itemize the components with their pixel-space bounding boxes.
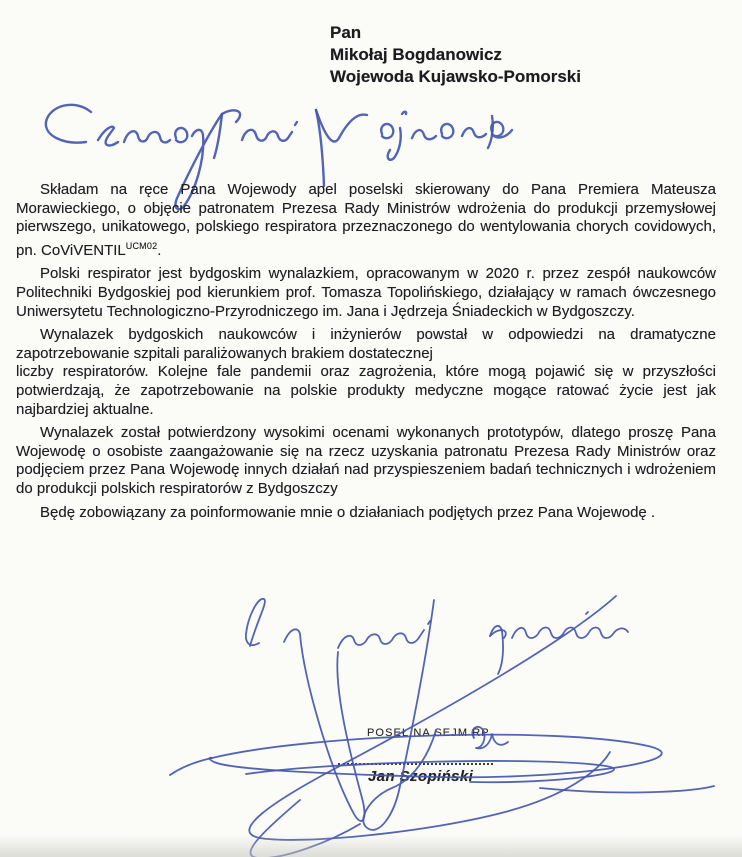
greeting-stroke — [316, 110, 324, 186]
greeting-stroke — [295, 122, 297, 125]
paragraph-1-period: . — [157, 241, 162, 259]
paragraph-1 — [16, 181, 716, 260]
signature-title: POSEŁ NA SEJM RP — [367, 727, 490, 739]
closing-stroke — [586, 612, 588, 614]
closing-stroke — [284, 629, 364, 821]
greeting-stroke — [412, 130, 436, 139]
paragraph-1-superscript: UCM02 — [125, 240, 158, 251]
greeting-stroke — [222, 110, 240, 122]
greeting-stroke — [214, 114, 222, 158]
closing-stroke — [490, 630, 506, 638]
signature-scribble — [170, 758, 212, 775]
greeting-stroke — [175, 128, 187, 142]
greeting-stroke — [462, 128, 486, 137]
paragraph-2: Polski respirator jest bydgoskim wynalazkiem, opracowanym w 2020 r. przez zespół naukowców Politechniki Bydgoskiej pod kierunkiem prof. Tomasza Topolińskiego, działający w ramach ówczesnego Uniwersytetu Technologiczno-Przyrodniczego im. Jana i Jędrzeja Śniadeckich w Bydgoszczy. — [16, 265, 716, 320]
greeting-stroke — [402, 112, 406, 114]
paragraph-3-part-b: liczby respiratorów. Kolejne fale pandemii oraz zagrożenia, które mogą pojawić się w przyszłości potwierdzają, że zapotrzebowanie na polskie produkty medyczne mogące ratować życie jest jak najbardziej aktualne. — [16, 363, 716, 418]
greeting-stroke — [316, 110, 367, 142]
greeting-stroke — [491, 122, 512, 138]
letter-body — [16, 181, 716, 522]
paragraph-1-text: Składam na ręce Pana Wojewody apel poselski skierowany do Pana Premiera Mateusza Morawieckiego, o objęcie patronatem Prezesa Rady Ministrów wdrożenia do produkcji przemysłowej pierwszego, unikatowego, polskiego respiratora przeznaczonego do wentylowania chorych covidowych, pn. CoViVENTIL — [16, 181, 716, 259]
greeting-stroke — [124, 131, 170, 142]
greeting-stroke — [441, 124, 453, 138]
paragraph-4: Wynalazek został potwierdzony wysokimi ocenami wykonanych prototypów, dlatego proszę Pana Wojewodę o osobiste zaangażowanie się na rzecz uzyskania patronatu Prezesa Rady Ministrów oraz podjęciem przez Pana Wojewodę innych działań nad przyspieszeniem badań technicznych i wdrożeniem do produkcji polskich respiratorów z Bydgoszczy — [16, 424, 716, 497]
greeting-stroke — [488, 116, 493, 148]
greeting-stroke — [46, 105, 91, 143]
paragraph-5: Będę zobowiązany za poinformowanie mnie o działaniach podjętych przez Pana Wojewodę . — [40, 503, 656, 521]
handwritten-closing-and-signature — [0, 590, 742, 857]
signature-scribble — [363, 600, 436, 830]
recipient-salutation: Pan — [330, 23, 362, 42]
greeting-stroke — [242, 130, 292, 141]
closing-stroke — [246, 599, 265, 646]
signature-scribble — [249, 596, 616, 840]
paragraph-3-part-a: Wynalazek bydgoskich naukowców i inżynierów powstał w odpowiedzi na dramatyczne zapotrzebowanie szpitali paraliżowanych brakiem dostatecznej — [16, 326, 716, 362]
recipient-name: Mikołaj Bogdanowicz — [330, 45, 502, 64]
greeting-stroke — [98, 127, 118, 146]
scan-edge-shadow — [0, 835, 742, 857]
recipient-title: Wojewoda Kujawsko-Pomorski — [330, 67, 581, 86]
signature-dotted-line — [338, 749, 493, 765]
greeting-stroke — [388, 128, 401, 160]
closing-stroke — [512, 627, 628, 638]
recipient-block — [330, 22, 581, 88]
closing-stroke — [490, 626, 503, 674]
signature-printed-name: Jan Szopiński — [368, 768, 474, 785]
closing-stroke — [338, 630, 424, 648]
closing-stroke — [428, 621, 430, 624]
greeting-stroke — [381, 124, 393, 138]
signature-scribble — [540, 786, 714, 792]
